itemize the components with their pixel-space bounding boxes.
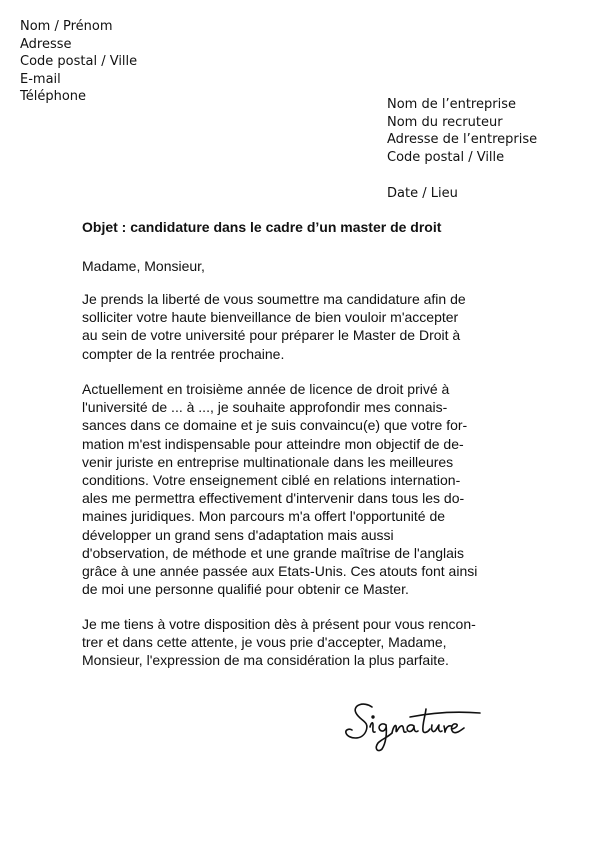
paragraph-line: solliciter votre haute bienveillance de bien vouloir m'accepter xyxy=(82,309,459,326)
paragraph-line: sances dans ce domaine et je suis convaincu(e) que votre for- xyxy=(82,417,468,434)
paragraph-line: conditions. Votre enseignement ciblé en relations internation- xyxy=(82,472,461,489)
sender-block xyxy=(20,18,137,106)
sender-postal-city: Code postal / Ville xyxy=(20,54,138,69)
paragraph-intro xyxy=(82,290,522,363)
paragraph-line: grâce à une année passée aux Etats-Unis. Ces atouts font ainsi xyxy=(82,563,478,580)
paragraph-line: Je me tiens à votre disposition dès à présent pour vous rencon- xyxy=(82,616,476,632)
sender-email: E-mail xyxy=(20,71,61,87)
paragraph-line: d'observation, de méthode et une grande maîtrise de l'anglais xyxy=(82,544,465,561)
paragraph-line: ales me permettra effectivement d'intervenir dans tous les do- xyxy=(82,490,465,507)
recipient-address: Adresse de l’entreprise xyxy=(387,132,538,147)
recipient-company: Nom de l’entreprise xyxy=(387,97,516,112)
letter-subject: Objet : candidature dans le cadre d’un master de droit xyxy=(82,219,442,235)
paragraph-line: développer un grand sens d'adaptation mais aussi xyxy=(82,526,394,543)
paragraph-line: maines juridiques. Mon parcours m'a offert l'opportunité de xyxy=(82,508,446,525)
paragraph-line: Je prends la liberté de vous soumettre ma candidature afin de xyxy=(82,291,466,307)
date-place: Date / Lieu xyxy=(387,186,458,201)
sender-name: Nom / Prénom xyxy=(20,19,113,34)
paragraph-motivation xyxy=(82,380,522,598)
paragraph-line: compter de la rentrée prochaine. xyxy=(82,345,285,362)
sender-address: Adresse xyxy=(20,36,72,52)
paragraph-line: venir juriste en entreprise multinationale dans les meilleures xyxy=(82,453,454,470)
paragraph-line: l'université de ... à ..., je souhaite approfondir mes connais- xyxy=(82,399,448,416)
paragraph-line: Actuellement en troisième année de licence de droit privé à xyxy=(82,381,450,397)
letter-salutation: Madame, Monsieur, xyxy=(82,258,205,274)
paragraph-line: au sein de votre université pour préparer le Master de Droit à xyxy=(82,327,461,344)
sender-phone: Téléphone xyxy=(20,89,87,104)
paragraph-closing xyxy=(82,615,522,670)
paragraph-line: Monsieur, l'expression de ma considération la plus parfaite. xyxy=(82,652,449,669)
paragraph-line: de moi une personne qualifié pour obtenir ce Master. xyxy=(82,581,409,598)
paragraph-line: trer et dans cette attente, je vous prie d'accepter, Madame, xyxy=(82,634,447,651)
signature-image xyxy=(340,695,500,755)
recipient-postal-city: Code postal / Ville xyxy=(387,149,505,165)
recipient-recruiter: Nom du recruteur xyxy=(387,114,503,130)
paragraph-line: mation m'est indispensable pour atteindre mon objectif de de- xyxy=(82,435,464,452)
recipient-block xyxy=(387,96,537,166)
